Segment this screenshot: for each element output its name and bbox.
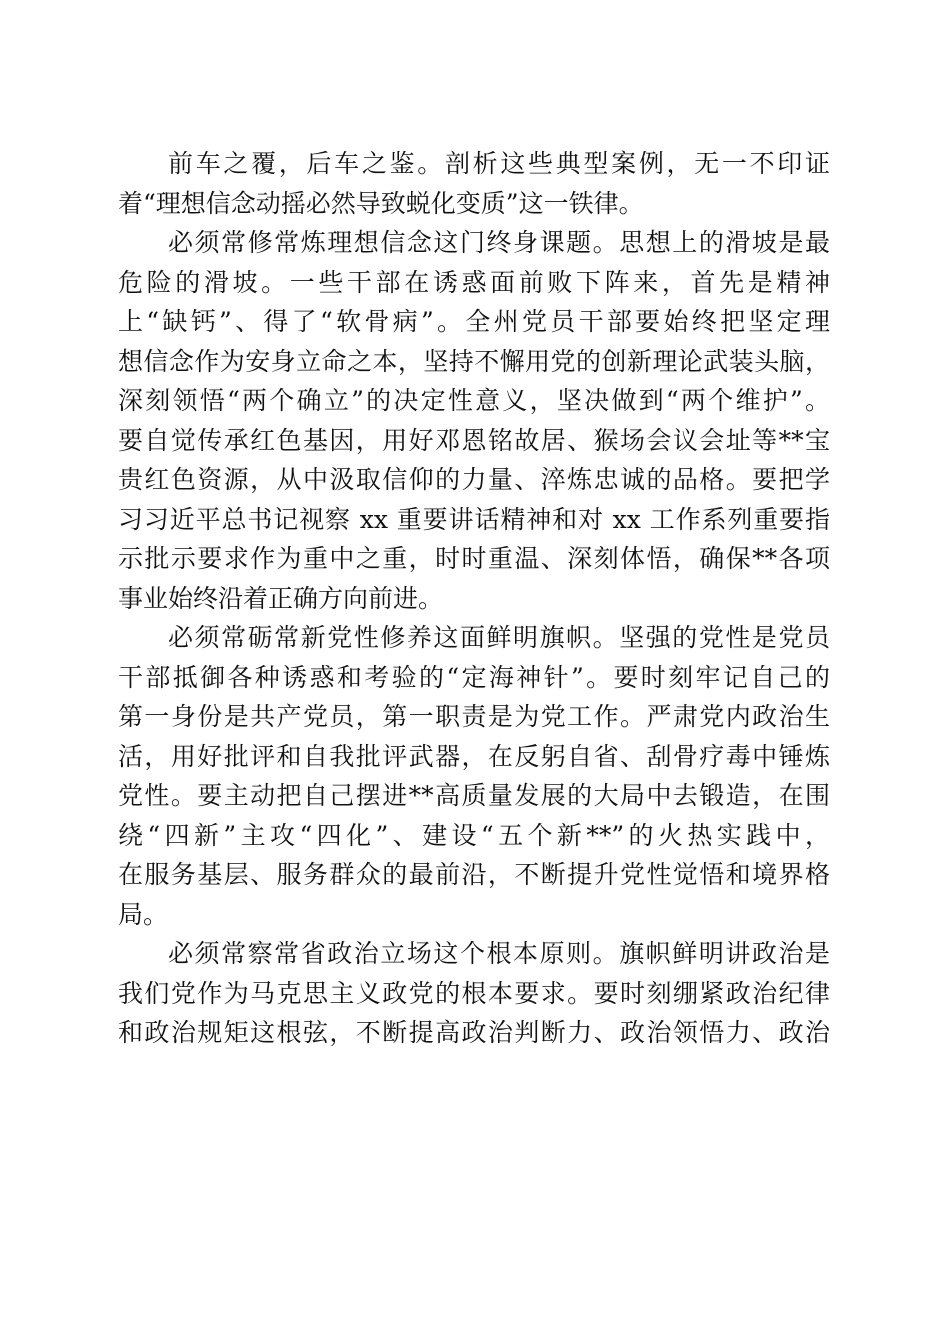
text-line: 事业始终沿着正确方向前进。 xyxy=(118,583,444,613)
text-line: 和政治规矩这根弦，不断提高政治判断力、政治领悟力、政治 xyxy=(118,1018,830,1047)
text-line: 局。 xyxy=(118,899,169,929)
paragraph-political-stance xyxy=(118,934,830,1053)
text-line: 习习近平总书记视察 xx 重要讲话精神和对 xx 工作系列重要指 xyxy=(118,504,830,534)
text-line: 在服务基层、服务群众的最前沿，不断提升党性觉悟和境界格 xyxy=(118,860,830,889)
text-line: 上“缺钙”、得了“软骨病”。全州党员干部要始终把坚定理 xyxy=(118,307,830,336)
text-line: 着“理想信念动摇必然导致蜕化变质”这一铁律。 xyxy=(118,188,644,218)
text-line: 第一身份是共产党员，第一职责是为党工作。严肃党内政治生 xyxy=(118,702,830,731)
text-line: 深刻领悟“两个确立”的决定性意义，坚决做到“两个维护”。 xyxy=(118,386,830,415)
text-line: 干部抵御各种诱惑和考验的“定海神针”。要时刻牢记自己的 xyxy=(118,662,830,692)
text-line: 必须常砺常新党性修养这面鲜明旗帜。坚强的党性是党员 xyxy=(168,623,830,652)
paragraph-ideals-belief xyxy=(118,223,830,618)
text-line: 必须常修常炼理想信念这门终身课题。思想上的滑坡是最 xyxy=(168,228,830,257)
text-line: 示批示要求作为重中之重，时时重温、深刻体悟，确保**各项 xyxy=(118,544,830,573)
text-line: 前车之覆，后车之鉴。剖析这些典型案例，无一不印证 xyxy=(168,149,830,178)
text-line: 绕“四新”主攻“四化”、建设“五个新**”的火热实践中， xyxy=(118,820,830,850)
text-line: 活，用好批评和自我批评武器，在反躬自省、刮骨疗毒中锤炼 xyxy=(118,741,830,771)
text-line: 危险的滑坡。一些干部在诱惑面前败下阵来，首先是精神 xyxy=(118,267,830,297)
text-line: 要自觉传承红色基因，用好邓恩铭故居、猴场会议会址等**宝 xyxy=(118,425,830,455)
document-body xyxy=(118,144,830,1053)
text-line: 党性。要主动把自己摆进**高质量发展的大局中去锻造，在围 xyxy=(118,781,830,810)
text-line: 必须常察常省政治立场这个根本原则。旗帜鲜明讲政治是 xyxy=(168,939,830,968)
paragraph-precedent xyxy=(118,144,830,223)
text-line: 想信念作为安身立命之本，坚持不懈用党的创新理论武装头脑， xyxy=(118,346,830,376)
text-line: 贵红色资源，从中汲取信仰的力量、淬炼忠诚的品格。要把学 xyxy=(118,465,830,494)
paragraph-party-spirit xyxy=(118,618,830,934)
text-line: 我们党作为马克思主义政党的根本要求。要时刻绷紧政治纪律 xyxy=(118,978,830,1008)
